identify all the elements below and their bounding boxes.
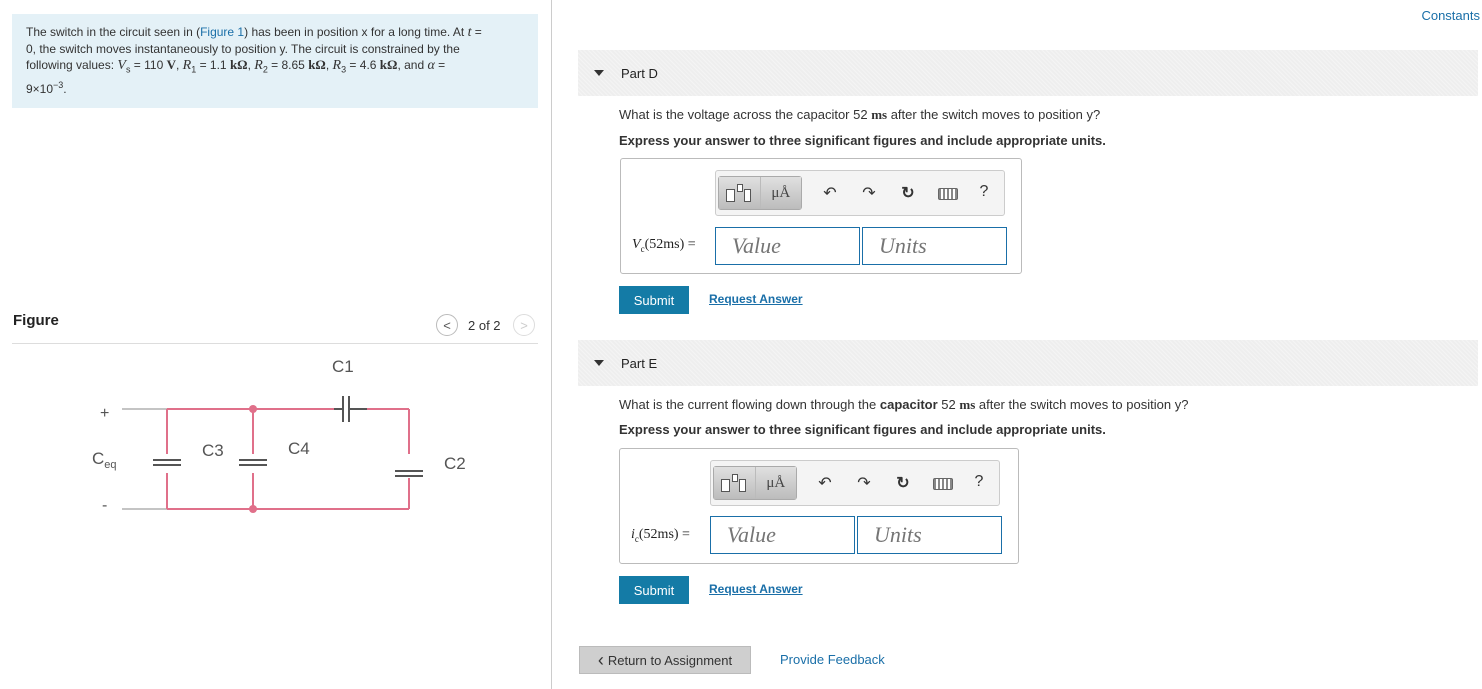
problem-text: , and: [397, 58, 428, 72]
constants-link[interactable]: Constants: [1421, 8, 1480, 23]
circuit-diagram: [80, 350, 480, 530]
var-r3: R: [332, 58, 342, 73]
chevron-left-icon: ‹: [597, 649, 604, 670]
keyboard-icon[interactable]: [933, 478, 953, 490]
value-input[interactable]: [715, 227, 860, 265]
problem-line-4: [26, 77, 524, 97]
value: = 8.65: [267, 58, 309, 72]
undo-icon[interactable]: ↶: [818, 475, 832, 492]
part-e-submit-button[interactable]: Submit: [619, 576, 689, 604]
part-d-instruction: Express your answer to three significant figures and include appropriate units.: [619, 133, 1106, 148]
equation-toolbar: [715, 170, 1005, 216]
problem-text: .: [63, 82, 67, 97]
question-bold: capacitor: [879, 397, 938, 412]
part-d-answer-box: [620, 158, 1022, 274]
reset-icon[interactable]: ↻: [901, 185, 915, 202]
chevron-left-icon: <: [443, 317, 451, 333]
node-bottom: [249, 505, 257, 513]
problem-text: ) has been in position x for a long time. At: [244, 25, 468, 39]
var-r1: R: [182, 58, 192, 73]
c2-label: C2: [444, 454, 466, 473]
minus-terminal: -: [102, 497, 108, 514]
sub: 3: [341, 64, 347, 75]
tool-group: [718, 176, 802, 210]
units-input[interactable]: [857, 516, 1002, 554]
part-d-question: [619, 107, 1100, 123]
templates-button[interactable]: [719, 177, 761, 209]
part-e-request-answer-link[interactable]: Request Answer: [709, 582, 803, 596]
collapse-caret-icon: [594, 70, 604, 76]
redo-icon[interactable]: ↷: [862, 185, 876, 202]
units-button[interactable]: [756, 467, 797, 499]
question-text: What is the voltage across the capacitor 52: [619, 107, 872, 122]
sub: 1: [191, 64, 197, 75]
part-d-request-answer-link[interactable]: Request Answer: [709, 292, 803, 306]
provide-feedback-link[interactable]: Provide Feedback: [780, 652, 885, 667]
templates-button[interactable]: [714, 467, 756, 499]
value: = 4.6: [346, 58, 380, 72]
unit: V: [166, 57, 176, 72]
unit: ms: [871, 107, 888, 122]
figure-label: Figure: [13, 312, 59, 329]
unit: kΩ: [229, 57, 248, 72]
part-e-question: [619, 397, 1188, 413]
symbol: V: [632, 237, 641, 252]
previous-figure-button[interactable]: [436, 314, 458, 336]
plus-terminal: +: [100, 405, 110, 422]
symbol: i: [631, 527, 635, 542]
c1-label: C1: [332, 357, 354, 376]
sub: c: [634, 533, 639, 544]
ceq-base: C: [92, 449, 105, 468]
problem-line-3: following values: $V_s = 110$ V, $R_1 = 1.1$ kΩ, $R_2 = 8.65$ kΩ, $R_3 = 4.6$ kΩ, and α =: [26, 57, 446, 75]
units-icon: μÅ: [771, 184, 791, 201]
help-icon[interactable]: ?: [979, 183, 989, 200]
question-text: after the switch moves to position y?: [975, 397, 1189, 412]
unit: ms: [959, 397, 976, 412]
question-text: 52: [937, 397, 960, 412]
sub: c: [640, 243, 645, 254]
question-text: after the switch moves to position y?: [887, 107, 1101, 122]
templates-icon: [721, 473, 747, 493]
sub: 2: [262, 64, 268, 75]
pane-divider: [551, 0, 552, 689]
value-input[interactable]: [710, 516, 855, 554]
reset-icon[interactable]: ↻: [896, 475, 910, 492]
var-r2: R: [254, 58, 263, 73]
tool-group: [713, 466, 797, 500]
problem-text: following values:: [26, 58, 118, 72]
units-input[interactable]: [862, 227, 1007, 265]
figure-divider: [12, 343, 538, 344]
value: 9×10: [26, 82, 54, 97]
label-arg: (52ms) =: [644, 237, 696, 252]
problem-line-2: 0, the switch moves instantaneously to position y. The circuit is constrained by the: [26, 42, 460, 56]
var-alpha: α: [427, 58, 435, 73]
ceq-label: [92, 449, 117, 471]
part-e-instruction: Express your answer to three significant figures and include appropriate units.: [619, 422, 1106, 437]
c3-label: C3: [202, 441, 224, 460]
value: = 110: [130, 58, 167, 72]
var-vs: V: [117, 58, 126, 73]
keyboard-icon[interactable]: [938, 188, 958, 200]
units-button[interactable]: [761, 177, 802, 209]
help-icon[interactable]: ?: [974, 473, 984, 490]
next-figure-button[interactable]: [513, 314, 535, 336]
part-e-answer-box: [619, 448, 1019, 564]
problem-text: =: [471, 25, 482, 39]
var-t: t: [467, 25, 472, 40]
redo-icon[interactable]: ↷: [857, 475, 871, 492]
label-arg: (52ms) =: [638, 527, 690, 542]
problem-text: The switch in the circuit seen in (: [26, 25, 201, 39]
part-e-title: Part E: [621, 356, 658, 371]
part-e-header[interactable]: [578, 340, 1478, 386]
node-top: [249, 405, 257, 413]
problem-statement: [12, 14, 538, 108]
part-d-header[interactable]: [578, 50, 1478, 96]
part-d-submit-button[interactable]: Submit: [619, 286, 689, 314]
collapse-caret-icon: [594, 360, 604, 366]
unit: kΩ: [308, 57, 326, 72]
question-text: What is the current flowing down through the: [619, 397, 880, 412]
return-label: Return to Assignment: [607, 652, 733, 668]
part-d-title: Part D: [621, 66, 658, 81]
part-e-answer-label: [631, 527, 690, 544]
unit: kΩ: [379, 57, 398, 72]
c4-label: C4: [288, 439, 310, 458]
units-icon: μÅ: [766, 474, 786, 491]
exponent: −3: [53, 80, 64, 91]
problem-text: =: [434, 58, 446, 72]
templates-icon: [726, 183, 752, 203]
ceq-sub: eq: [104, 459, 117, 471]
problem-line-1: [26, 24, 524, 41]
figure-counter: 2 of 2: [468, 318, 501, 333]
part-d-answer-label: [632, 237, 696, 254]
sub: s: [125, 64, 131, 75]
value: = 1.1: [196, 58, 230, 72]
return-to-assignment-button[interactable]: [579, 646, 751, 674]
undo-icon[interactable]: ↶: [823, 185, 837, 202]
chevron-right-icon: >: [520, 317, 528, 333]
equation-toolbar: [710, 460, 1000, 506]
figure-1-link[interactable]: Figure 1: [200, 25, 245, 39]
